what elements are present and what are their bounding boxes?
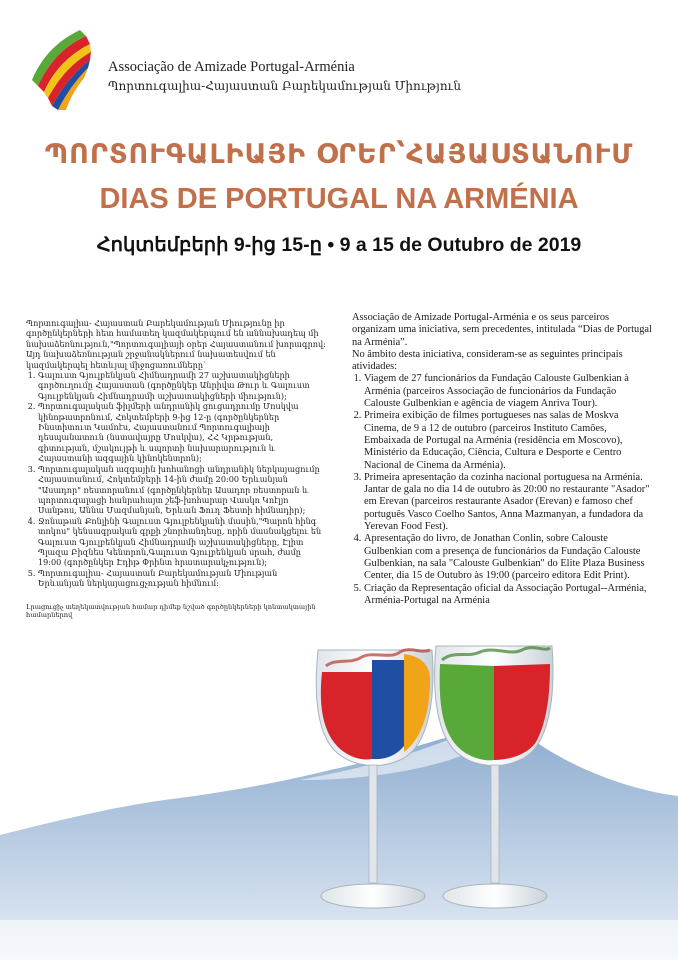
wine-glasses-illustration — [0, 620, 678, 960]
event-dates: Հոկտեմբերի 9-ից 15-ը • 9 a 15 de Outubro de 2019 — [96, 234, 582, 256]
wine-red-right — [494, 664, 550, 760]
wine-orange — [404, 654, 430, 752]
wine-blue — [372, 660, 404, 759]
portuguese-text-column — [352, 312, 654, 607]
portuguese-activity-list — [352, 373, 654, 607]
portuguese-lead: No âmbito desta iniciativa, consideram-se as seguintes principais atividades: — [352, 348, 623, 373]
title-portuguese: DIAS DE PORTUGAL NA ARMÉNIA — [99, 183, 579, 215]
armenian-text-column — [26, 318, 326, 619]
portuguese-activity-item: 3. Primeira apresentação da cozinha nacional portuguesa na Arménia. Jantar de gala no dia 14 de outubro às 20:00 no restaurante "Asador" em Erevan (parceiros restaurante Asador (Erevan) e famoso chef português Vasco Coelho Santos, Anna Mazmanyan, a fundadora da Yerevan Food Fest). — [364, 472, 654, 533]
wine-red — [321, 672, 372, 759]
armenian-activity-item: 5. Պորտուգալիա- Հայաստան Բարեկամության Միության Երևանյան ներկայացուցչության հիմնում: — [38, 568, 326, 589]
armenian-activity-item: 3. Պորտուգալական ազգային խոհանոցի անդրանիկ ներկայացումը Հայաստանում, Հոկտեմբերի 14-ին ժամը 20:00 Երևանյան "Ասադոր" ռեստորանում (գործընկերներ Ասադոր ռեստորան և պորտուգալացի հանրահայտ շեֆ-խոհարար Վասկո Կոէլյո Սանթոս, Աննա Մազմանյան, Երևան Ֆուդ Ֆեստի հիմնադիր); — [38, 464, 326, 516]
organization-name-hy: Պորտուգալիա-Հայաստան Բարեկամության Միություն — [108, 79, 462, 93]
portuguese-activity-item: 5. Criação da Representação oficial da Associação Portugal--Arménia, Arménia-Portugal na Arménia — [364, 583, 654, 608]
armenian-activity-list — [26, 370, 326, 589]
organization-names — [108, 57, 461, 95]
portuguese-activity-item: 1. Viagem de 27 funcionários da Fundação Calouste Gulbenkian à Arménia (parceiros Associação de funcionários da Fundação Calouste Gulbenkian e agência de viagem Anriva Tour). — [364, 373, 654, 410]
armenian-contact-note: Լրացուցիչ տեղեկատվության համար դիմեք նշված գործընկերների կոնտակտային համարներով — [26, 602, 316, 619]
portuguese-activity-item: 2. Primeira exibição de filmes portugueses nas salas de Moskva Cinema, de 9 a 12 de outubro (parceiros Instituto Camões, Embaixada de Portugal na Arménia (residência em Moscovo), Ministério da Educação, Ciência, Cultura e Desporte e Centro Nacional de Cinema da Arménia). — [364, 410, 654, 471]
portuguese-activity-item: 4. Apresentação do livro, de Jonathan Conlin, sobre Calouste Gulbenkian com a presença de funcionários da Fundação Calouste Gulbenkian, na sala "Calouste Gulbenkian" do Elite Plaza Business Center, dia 15 de Outubro às 19:00 (parceiro editora Edit Print). — [364, 533, 654, 582]
title-armenian: ՊՈՐՏՈՒԳԱԼԻԱՅԻ ՕՐԵՐ՝ՀԱՅԱՍՏԱՆՈՒՄ — [44, 139, 634, 170]
portuguese-intro: Associação de Amizade Portugal-Arménia e os seus parceiros organizam uma iniciativa, sem precedentes, intitulada “Dias de Portugal na Arménia”. — [352, 312, 652, 348]
association-logo-icon — [28, 26, 94, 110]
organization-name-pt: Associação de Amizade Portugal-Arménia — [108, 59, 355, 75]
armenian-intro: Պորտուգալիա- Հայաստան Բարեկամության Միությունը իր գործընկերների հետ համատեղ կազմակերպում են աննախադեպ մի նախաձեռնություն,"Պորտուգալիայի օրեր Հայաստանում խորագրով: Այդ նախաձեռնության շրջանակներում նախատեսվում են կազմակերպել հետևյալ միջոցառումները՝ — [26, 318, 326, 370]
armenian-activity-item: 1. Գալուստ Գյուլբենկյան Հիմնադրամի 27 աշխատակիցների գործուղումը Հայաստան (գործընկեր Անրիվա Թուր և Գալուստ Գյուլբենկյան Հիմնադրամի աշխատակիցների միություն); — [38, 370, 326, 401]
armenian-activity-item: 4. Ջոնաթան Քոնլինի Գալուստ Գյուլբենկյանի մասին,"Պարոն հինգ տոկոս" կենսագրական գրքի շնորհանդեսը, որին մասնակցելու են Գալուստ Գյուլբենկյան Հիմնադրամի աշխատակիցները, Էլիտ Պլազա Բիզնես Կենտրոն,Գալուստ Գյուլբենկյան սրահ, ժամը 19:00 (գործընկեր Էդիթ Փրինտ հրատարակչություն); — [38, 516, 326, 568]
armenian-activity-item: 2. Պորտուգալական ֆիլմերի անդրանիկ ցուցադրումը Մոսկվա կինոթատրոնում, Հոկտեմբերի 9-ից 12-ը (գործընկերներ Ինստիտուտ Կամոէս, Հայաստանում Պորտուգալիայի դեսպանատուն (նստավայրը Մոսկվա), ՀՀ Կրթության, գիտության, մշակույթի և սպորտի նախարարություն և Հայաստանի ազգային կինոկենտրոն); — [38, 401, 326, 463]
